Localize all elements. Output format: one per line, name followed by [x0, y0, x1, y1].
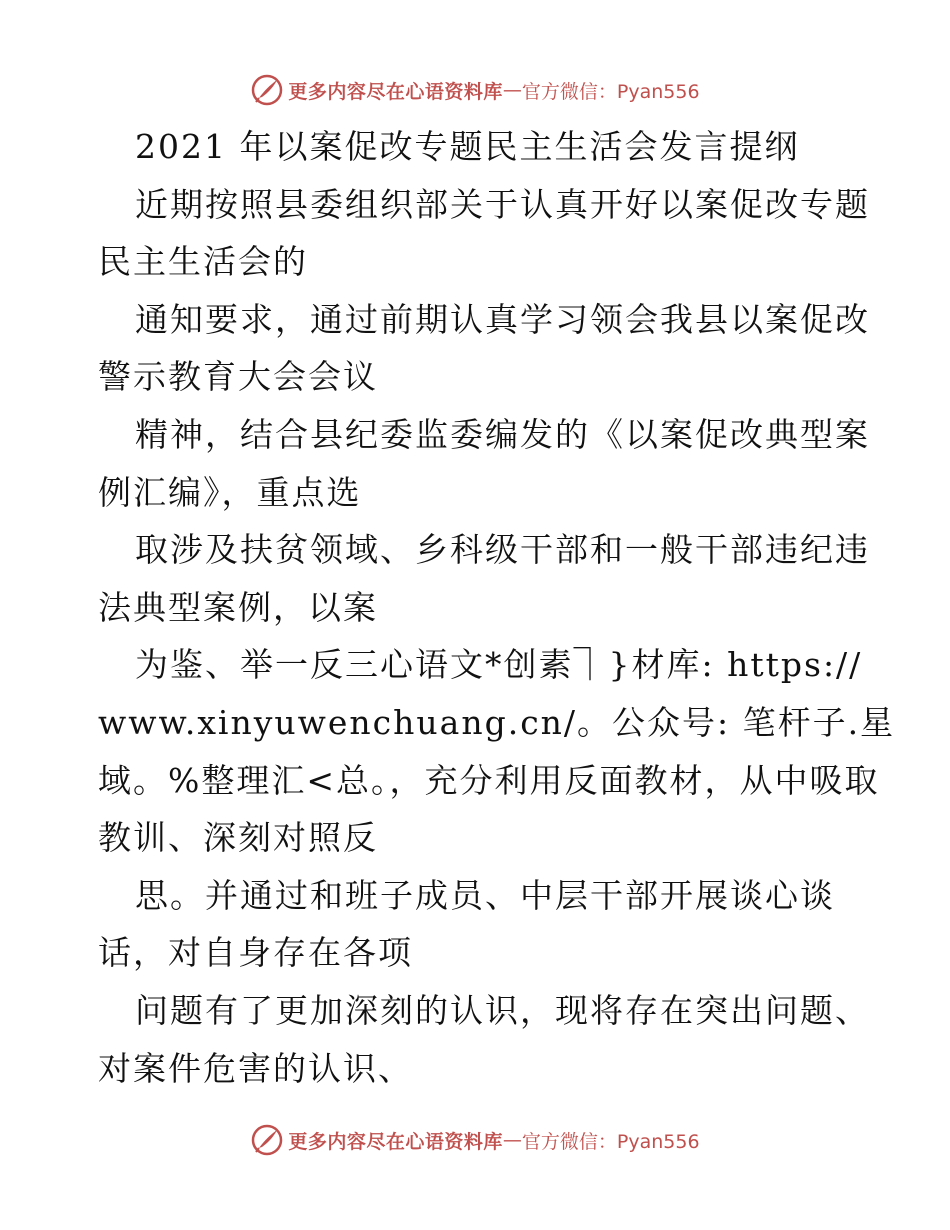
- paragraph-line: 对案件危害的认识、: [98, 1048, 413, 1088]
- paragraph-line: 思。并通过和班子成员、中层干部开展谈心谈: [135, 875, 835, 915]
- paragraph-line: 为鉴、举一反三心语文*创素⏋}材库: https://: [135, 645, 863, 685]
- header-watermark-banner: [0, 70, 950, 110]
- watermark-main-text: 更多内容尽在心语资料库: [288, 80, 503, 103]
- watermark-sub-text: 官方微信：Pyan556: [521, 80, 700, 103]
- paragraph-line: www.xinyuwenchuang.cn/。公众号: 笔杆子.星: [98, 702, 896, 742]
- watermark-main-text: 更多内容尽在心语资料库: [288, 1130, 503, 1153]
- document-body: [98, 118, 896, 1097]
- watermark-sub-text: 官方微信：Pyan556: [521, 1130, 700, 1153]
- paragraph-line: 域。%整理汇<总。，充分利用反面教材，从中吸取: [98, 760, 880, 800]
- feather-pen-logo-icon: [250, 73, 284, 107]
- paragraph-line: 例汇编》，重点选: [98, 472, 362, 512]
- paragraph-line: 教训、深刻对照反: [98, 818, 378, 858]
- document-title: 2021 年以案促改专题民主生活会发言提纲: [135, 127, 800, 166]
- paragraph-line: 警示教育大会会议: [98, 357, 378, 397]
- paragraph-line: 话，对自身存在各项: [98, 933, 413, 973]
- paragraph-line: 通知要求，通过前期认真学习领会我县以案促改: [135, 299, 870, 339]
- paragraph-line: 问题有了更加深刻的认识，现将存在突出问题、: [135, 990, 870, 1030]
- paragraph-line: 精神，结合县纪委监委编发的《以案促改典型案: [135, 414, 870, 454]
- footer-watermark-banner: [0, 1120, 950, 1160]
- watermark-separator: —: [502, 79, 522, 101]
- paragraph-line: 取涉及扶贫领域、乡科级干部和一般干部违纪违: [135, 530, 870, 570]
- paragraph-line: 法典型案例，以案: [98, 587, 378, 627]
- paragraph-line: 民主生活会的: [98, 242, 308, 282]
- paragraph-line: 近期按照县委组织部关于认真开好以案促改专题: [135, 184, 870, 224]
- watermark-separator: —: [502, 1129, 522, 1151]
- feather-pen-logo-icon: [250, 1123, 284, 1157]
